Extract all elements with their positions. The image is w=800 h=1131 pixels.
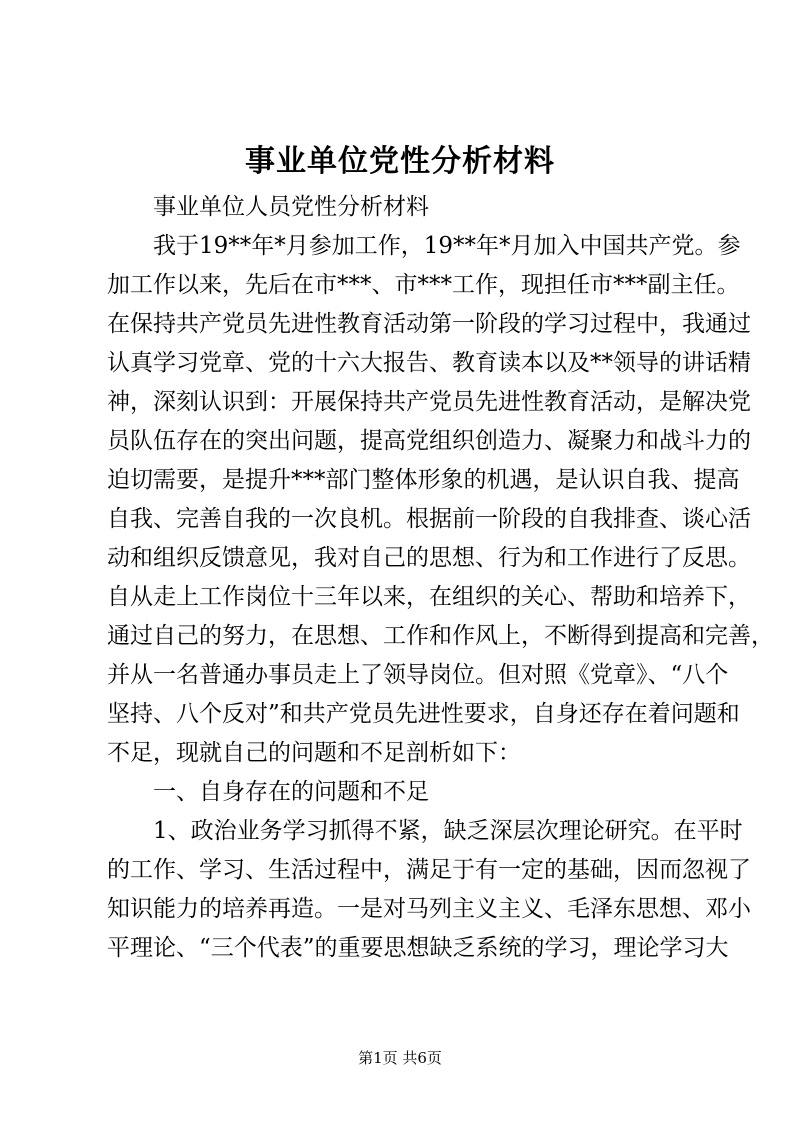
body-line-14: 坚持、八个反对”和共产党员先进性要求，自身还存在着问题和 (107, 701, 740, 727)
body-line-5: 认真学习党章、党的十六大报告、教育读本以及**领导的讲话精 (107, 350, 751, 376)
body-line-15: 不足，现就自己的问题和不足剖析如下： (107, 740, 521, 766)
body-line-11: 自从走上工作岗位十三年以来，在组织的关心、帮助和培养下， (107, 584, 751, 610)
body-line-9: 自我、完善自我的一次良机。根据前一阶段的自我排查、谈心活 (107, 506, 751, 532)
body-line-3: 加工作以来，先后在市***、市***工作，现担任市***副主任。 (107, 272, 740, 298)
body-line-7: 员队伍存在的突出问题，提高党组织创造力、凝聚力和战斗力的 (107, 428, 751, 454)
body-line-8: 迫切需要，是提升***部门整体形象的机遇，是认识自我、提高 (107, 467, 740, 493)
body-line-6: 神，深刻认识到：开展保持共产党员先进性教育活动，是解决党 (107, 389, 751, 415)
page-footer: 第1页 共6页 (358, 1049, 442, 1067)
body-line-13: 并从一名普通办事员走上了领导岗位。但对照《党章》、“八个 (107, 662, 729, 688)
body-line-17: 1、政治业务学习抓得不紧，缺乏深层次理论研究。在平时 (107, 818, 743, 844)
body-line-18: 的工作、学习、生活过程中，满足于有一定的基础，因而忽视了 (107, 857, 751, 883)
body-line-10: 动和组织反馈意见，我对自己的思想、行为和工作进行了反思。 (107, 545, 751, 571)
body-line-12: 通过自己的努力，在思想、工作和作风上，不断得到提高和完善， (107, 623, 774, 649)
body-line-4: 在保持共产党员先进性教育活动第一阶段的学习过程中，我通过 (107, 311, 751, 337)
body-line-2: 我于19**年*月参加工作，19**年*月加入中国共产党。参 (107, 233, 741, 259)
body-line-19: 知识能力的培养再造。一是对马列主义主义、毛泽东思想、邓小 (107, 896, 751, 922)
document-title: 事业单位党性分析材料 (245, 144, 555, 179)
section-heading: 一、自身存在的问题和不足 (107, 779, 429, 805)
body-line-1: 事业单位人员党性分析材料 (107, 194, 429, 220)
body-line-20: 平理论、“三个代表”的重要思想缺乏系统的学习，理论学习大 (107, 935, 729, 961)
